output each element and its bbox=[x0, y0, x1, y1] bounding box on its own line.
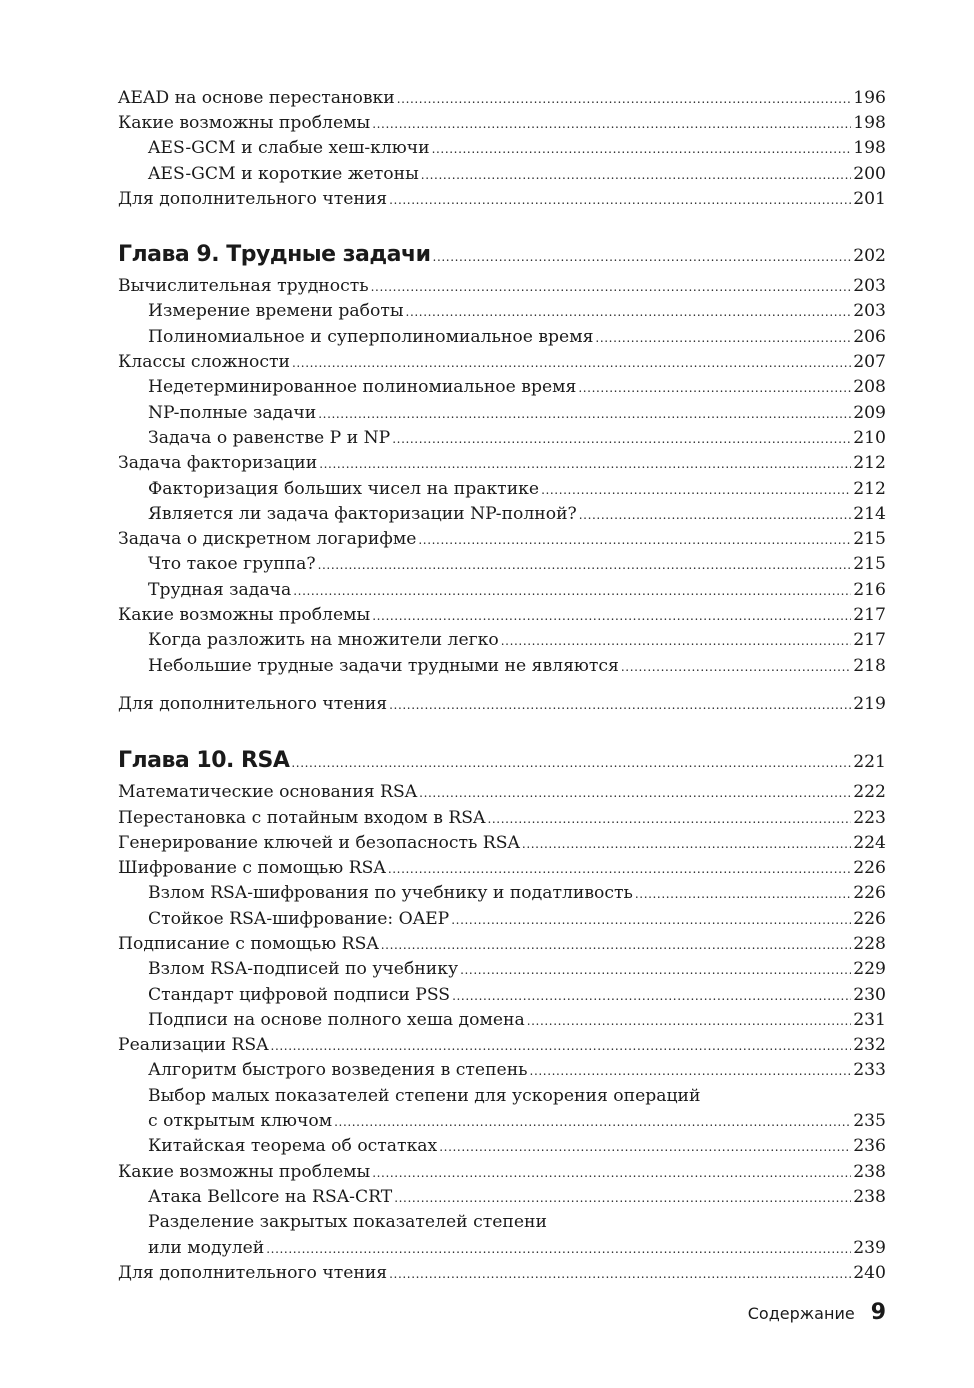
toc-entry[interactable] bbox=[118, 451, 886, 476]
dot-leader bbox=[291, 744, 851, 782]
dot-leader bbox=[406, 300, 852, 325]
toc-entry[interactable] bbox=[118, 274, 886, 299]
toc-entry[interactable] bbox=[118, 1084, 886, 1109]
dot-leader bbox=[372, 1161, 851, 1186]
toc-page-number: 228 bbox=[853, 933, 886, 954]
toc-entry-title: Генерирование ключей и безопасность RSA bbox=[118, 832, 520, 853]
toc-entry[interactable] bbox=[118, 856, 886, 881]
toc-entry[interactable] bbox=[118, 1134, 886, 1159]
page-footer bbox=[748, 1300, 886, 1325]
toc-page-number: 235 bbox=[853, 1111, 886, 1132]
toc-page-number: 226 bbox=[853, 858, 886, 879]
dot-leader bbox=[397, 87, 851, 112]
dot-leader bbox=[433, 238, 852, 276]
dot-leader bbox=[372, 112, 851, 137]
toc-entry-title: Задача факторизации bbox=[118, 453, 318, 474]
dot-leader bbox=[292, 351, 851, 376]
toc-page-number: 196 bbox=[853, 87, 886, 108]
toc-entry-title: Стандарт цифровой подписи PSS bbox=[148, 984, 451, 1005]
toc-page-number: 226 bbox=[853, 908, 886, 929]
toc-page-number: 217 bbox=[853, 630, 886, 651]
dot-leader bbox=[418, 528, 851, 553]
toc-page-number: 230 bbox=[853, 984, 886, 1005]
toc-entry[interactable] bbox=[118, 1261, 886, 1286]
toc-entry-title: Какие возможны проблемы bbox=[118, 112, 371, 133]
page-number: 9 bbox=[870, 1300, 886, 1325]
toc-page-number: 209 bbox=[853, 402, 886, 423]
toc-entry-title: Трудная задача bbox=[148, 579, 292, 600]
dot-leader bbox=[318, 402, 851, 427]
toc-entry[interactable] bbox=[118, 578, 886, 603]
dot-leader bbox=[318, 553, 852, 578]
toc-entry[interactable] bbox=[118, 187, 886, 212]
toc-entry[interactable] bbox=[118, 806, 886, 831]
toc-entry[interactable] bbox=[118, 1008, 886, 1033]
dot-leader bbox=[501, 629, 851, 654]
toc-page-number: 216 bbox=[853, 579, 886, 600]
toc-entry[interactable] bbox=[118, 1160, 886, 1185]
running-footer-title: Содержание bbox=[747, 1304, 855, 1323]
toc-entry[interactable] bbox=[118, 350, 886, 375]
toc-entry-continuation[interactable] bbox=[118, 1236, 886, 1261]
toc-entry[interactable] bbox=[118, 780, 886, 805]
toc-entry-title: Взлом RSA-шифрования по учебнику и податливость bbox=[148, 883, 633, 904]
toc-page-number: 212 bbox=[853, 478, 886, 499]
toc-entry-title: Какие возможны проблемы bbox=[118, 605, 371, 626]
toc-entry-title: Алгоритм быстрого возведения в степень bbox=[148, 1060, 528, 1081]
dot-leader bbox=[394, 1186, 851, 1211]
toc-entry[interactable] bbox=[118, 552, 886, 577]
toc-entry-title-cont: или модулей bbox=[148, 1237, 265, 1258]
dot-leader bbox=[451, 908, 851, 933]
dot-leader bbox=[432, 137, 852, 162]
toc-page-number: 239 bbox=[853, 1237, 886, 1258]
toc-page-number: 232 bbox=[853, 1035, 886, 1056]
toc-entry-title: Стойкое RSA-шифрование: OAEP bbox=[148, 908, 450, 929]
toc-entry-title: Задача о дискретном логарифме bbox=[118, 529, 417, 550]
dot-leader bbox=[271, 1034, 852, 1059]
toc-page-number: 207 bbox=[853, 352, 886, 373]
toc-page-number: 202 bbox=[853, 246, 886, 267]
toc-entry-title: Разделение закрытых показателей степени bbox=[148, 1212, 547, 1233]
toc-entry-title: Математические основания RSA bbox=[118, 782, 418, 803]
toc-page-number: 229 bbox=[853, 959, 886, 980]
toc-entry[interactable] bbox=[118, 527, 886, 552]
table-of-contents bbox=[118, 86, 886, 1286]
toc-entry[interactable] bbox=[118, 692, 886, 717]
toc-entry-title: Реализации RSA bbox=[118, 1035, 269, 1056]
dot-leader bbox=[389, 188, 851, 213]
toc-entry-title: Что такое группа? bbox=[148, 554, 316, 575]
dot-leader bbox=[372, 604, 851, 629]
toc-entry[interactable] bbox=[118, 957, 886, 982]
dot-leader bbox=[452, 984, 851, 1009]
toc-page-number: 219 bbox=[853, 693, 886, 714]
dot-leader bbox=[319, 452, 851, 477]
toc-page-number: 238 bbox=[853, 1161, 886, 1182]
toc-entry-title: Вычислительная трудность bbox=[118, 276, 369, 297]
toc-entry[interactable] bbox=[118, 1185, 886, 1210]
toc-entry-continuation[interactable] bbox=[118, 1109, 886, 1134]
toc-page-number: 236 bbox=[853, 1136, 886, 1157]
toc-page-number: 212 bbox=[853, 453, 886, 474]
dot-leader bbox=[530, 1059, 852, 1084]
toc-entry[interactable] bbox=[118, 401, 886, 426]
toc-chapter-heading[interactable] bbox=[118, 236, 886, 274]
dot-leader bbox=[527, 1009, 851, 1034]
toc-entry[interactable] bbox=[118, 299, 886, 324]
toc-page-number: 233 bbox=[853, 1060, 886, 1081]
toc-entry[interactable] bbox=[118, 881, 886, 906]
dot-leader bbox=[487, 807, 851, 832]
toc-entry-title: Для дополнительного чтения bbox=[118, 1262, 388, 1283]
toc-entry-title: Классы сложности bbox=[118, 352, 290, 373]
toc-page-number: 201 bbox=[853, 188, 886, 209]
toc-entry[interactable] bbox=[118, 325, 886, 350]
toc-entry-title: AES-GCM и слабые хеш-ключи bbox=[148, 138, 430, 159]
toc-entry[interactable] bbox=[118, 1058, 886, 1083]
dot-leader bbox=[635, 882, 851, 907]
dot-leader bbox=[371, 275, 852, 300]
toc-entry-title: Задача о равенстве P и NP bbox=[148, 427, 391, 448]
toc-page-number: 238 bbox=[853, 1186, 886, 1207]
toc-entry-title: Для дополнительного чтения bbox=[118, 188, 388, 209]
toc-entry-title: Шифрование с помощью RSA bbox=[118, 858, 386, 879]
toc-page-number: 240 bbox=[853, 1262, 886, 1283]
dot-leader bbox=[541, 478, 851, 503]
dot-leader bbox=[579, 503, 851, 528]
toc-page-number: 203 bbox=[853, 276, 886, 297]
toc-page-number: 198 bbox=[853, 138, 886, 159]
toc-entry-title: Подписи на основе полного хеша домена bbox=[148, 1009, 525, 1030]
toc-entry-title: Взлом RSA-подписей по учебнику bbox=[148, 959, 459, 980]
toc-entry[interactable] bbox=[118, 136, 886, 161]
toc-entry-title: AEAD на основе перестановки bbox=[118, 87, 395, 108]
toc-entry-title: Выбор малых показателей степени для ускорения операций bbox=[148, 1085, 701, 1106]
dot-leader bbox=[389, 1262, 851, 1287]
toc-page-number: 231 bbox=[853, 1009, 886, 1030]
toc-page-number: 214 bbox=[853, 503, 886, 524]
toc-page-number: 203 bbox=[853, 301, 886, 322]
toc-page-number: 198 bbox=[853, 112, 886, 133]
dot-leader bbox=[389, 693, 851, 718]
dot-leader bbox=[621, 655, 851, 680]
toc-page-number: 222 bbox=[853, 782, 886, 803]
toc-page-number: 224 bbox=[853, 832, 886, 853]
toc-entry[interactable] bbox=[118, 603, 886, 628]
toc-entry-title: Для дополнительного чтения bbox=[118, 693, 388, 714]
toc-entry[interactable] bbox=[118, 983, 886, 1008]
dot-leader bbox=[334, 1110, 851, 1135]
toc-chapter-heading[interactable] bbox=[118, 742, 886, 780]
toc-page-number: 215 bbox=[853, 554, 886, 575]
toc-entry-title: Глава 9. Трудные задачи bbox=[118, 242, 431, 268]
toc-page-number: 226 bbox=[853, 883, 886, 904]
toc-entry-title: Факторизация больших чисел на практике bbox=[148, 478, 540, 499]
toc-page-number: 223 bbox=[853, 807, 886, 828]
dot-leader bbox=[595, 326, 851, 351]
toc-entry-title: Когда разложить на множители легко bbox=[148, 630, 499, 651]
dot-leader bbox=[460, 958, 851, 983]
dot-leader bbox=[293, 579, 851, 604]
toc-page-number: 208 bbox=[853, 377, 886, 398]
toc-entry-title: Полиномиальное и суперполиномиальное время bbox=[148, 326, 594, 347]
toc-page-number: 206 bbox=[853, 326, 886, 347]
toc-page-number: 200 bbox=[853, 163, 886, 184]
toc-entry[interactable] bbox=[118, 162, 886, 187]
toc-entry-title: Является ли задача факторизации NP-полной? bbox=[148, 503, 577, 524]
toc-page-number: 210 bbox=[853, 427, 886, 448]
toc-entry[interactable] bbox=[118, 628, 886, 653]
toc-page-number: 221 bbox=[853, 752, 886, 773]
toc-entry[interactable] bbox=[118, 426, 886, 451]
toc-entry-title: NP-полные задачи bbox=[148, 402, 317, 423]
toc-entry[interactable] bbox=[118, 477, 886, 502]
dot-leader bbox=[578, 376, 851, 401]
toc-entry[interactable] bbox=[118, 111, 886, 136]
toc-entry-title: Какие возможны проблемы bbox=[118, 1161, 371, 1182]
toc-entry[interactable] bbox=[118, 654, 886, 679]
dot-leader bbox=[421, 163, 851, 188]
toc-entry-title: Перестановка с потайным входом в RSA bbox=[118, 807, 486, 828]
toc-entry-title: Китайская теорема об остатках bbox=[148, 1136, 438, 1157]
toc-entry-title: Глава 10. RSA bbox=[118, 748, 290, 774]
dot-leader bbox=[419, 781, 851, 806]
toc-entry[interactable] bbox=[118, 502, 886, 527]
toc-page-number: 218 bbox=[853, 655, 886, 676]
toc-entry-title: Небольшие трудные задачи трудными не являются bbox=[148, 655, 619, 676]
toc-entry[interactable] bbox=[118, 1210, 886, 1235]
toc-entry-title: Атака Bellcore на RSA-CRT bbox=[148, 1186, 393, 1207]
toc-entry-title: Подписание с помощью RSA bbox=[118, 933, 379, 954]
toc-page-number: 215 bbox=[853, 529, 886, 550]
toc-entry[interactable] bbox=[118, 932, 886, 957]
toc-entry[interactable] bbox=[118, 86, 886, 111]
toc-entry-title: Измерение времени работы bbox=[148, 301, 404, 322]
toc-entry[interactable] bbox=[118, 907, 886, 932]
toc-entry-title: AES-GCM и короткие жетоны bbox=[148, 163, 419, 184]
dot-leader bbox=[388, 857, 851, 882]
toc-entry[interactable] bbox=[118, 1033, 886, 1058]
dot-leader bbox=[266, 1237, 851, 1262]
dot-leader bbox=[439, 1135, 851, 1160]
toc-entry[interactable] bbox=[118, 375, 886, 400]
toc-entry-title: Недетерминированное полиномиальное время bbox=[148, 377, 577, 398]
toc-page-number: 217 bbox=[853, 605, 886, 626]
dot-leader bbox=[522, 832, 851, 857]
dot-leader bbox=[381, 933, 851, 958]
toc-entry[interactable] bbox=[118, 831, 886, 856]
dot-leader bbox=[392, 427, 851, 452]
toc-entry-title-cont: с открытым ключом bbox=[148, 1111, 333, 1132]
